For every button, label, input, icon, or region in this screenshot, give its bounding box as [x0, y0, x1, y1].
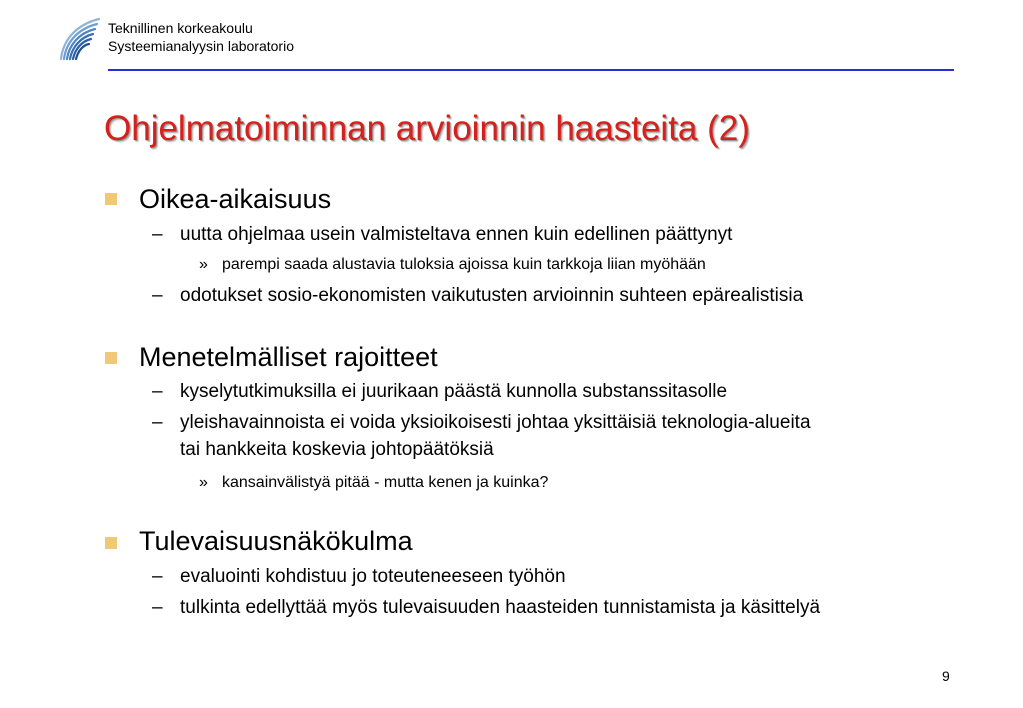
sub-list-item: kansainvälistyä pitää - mutta kenen ja kuinka? — [222, 474, 549, 491]
organization-name — [108, 19, 294, 55]
page-number: 9 — [942, 668, 950, 684]
list-item: kyselytutkimuksilla ei juurikaan päästä kunnolla substanssitasolle — [180, 381, 728, 402]
section-heading: Oikea-aikaisuus — [139, 184, 332, 214]
list-item: uutta ohjelmaa usein valmisteltava ennen kuin edellinen päättynyt — [180, 224, 733, 245]
dash-marker: – — [152, 381, 163, 402]
list-item-line-1: yleishavainnoista ei voida yksioikoisesti johtaa yksittäisiä teknologia-alueita — [180, 412, 811, 433]
sub-list-item: parempi saada alustavia tuloksia ajoissa kuin tarkkoja liian myöhään — [222, 256, 706, 273]
dash-marker: – — [152, 412, 163, 433]
list-item: odotukset sosio-ekonomisten vaikutusten arvioinnin suhteen epärealistisia — [180, 285, 804, 306]
dash-marker: – — [152, 224, 163, 245]
dash-marker: – — [152, 285, 163, 306]
list-item: evaluointi kohdistuu jo toteuteneeseen työhön — [180, 566, 566, 587]
raquo-marker: » — [199, 256, 208, 273]
list-item: tulkinta edellyttää myös tulevaisuuden haasteiden tunnistamista ja käsittelyä — [180, 597, 821, 618]
section-heading: Menetelmälliset rajoitteet — [139, 342, 438, 372]
dash-marker: – — [152, 597, 163, 618]
university-logo-icon — [55, 15, 103, 63]
bullet-square-icon — [105, 352, 117, 364]
header-rule — [108, 69, 954, 71]
bullet-square-icon — [105, 193, 117, 205]
list-item-line-2: tai hankkeita koskevia johtopäätöksiä — [180, 439, 494, 460]
slide-title: Ohjelmatoiminnan arvioinnin haasteita (2) — [104, 109, 750, 148]
org-line-1: Teknillinen korkeakoulu — [108, 20, 253, 36]
section-heading: Tulevaisuusnäkökulma — [139, 526, 413, 556]
org-line-2: Systeemianalyysin laboratorio — [108, 38, 294, 54]
raquo-marker: » — [199, 474, 208, 491]
dash-marker: – — [152, 566, 163, 587]
bullet-square-icon — [105, 537, 117, 549]
